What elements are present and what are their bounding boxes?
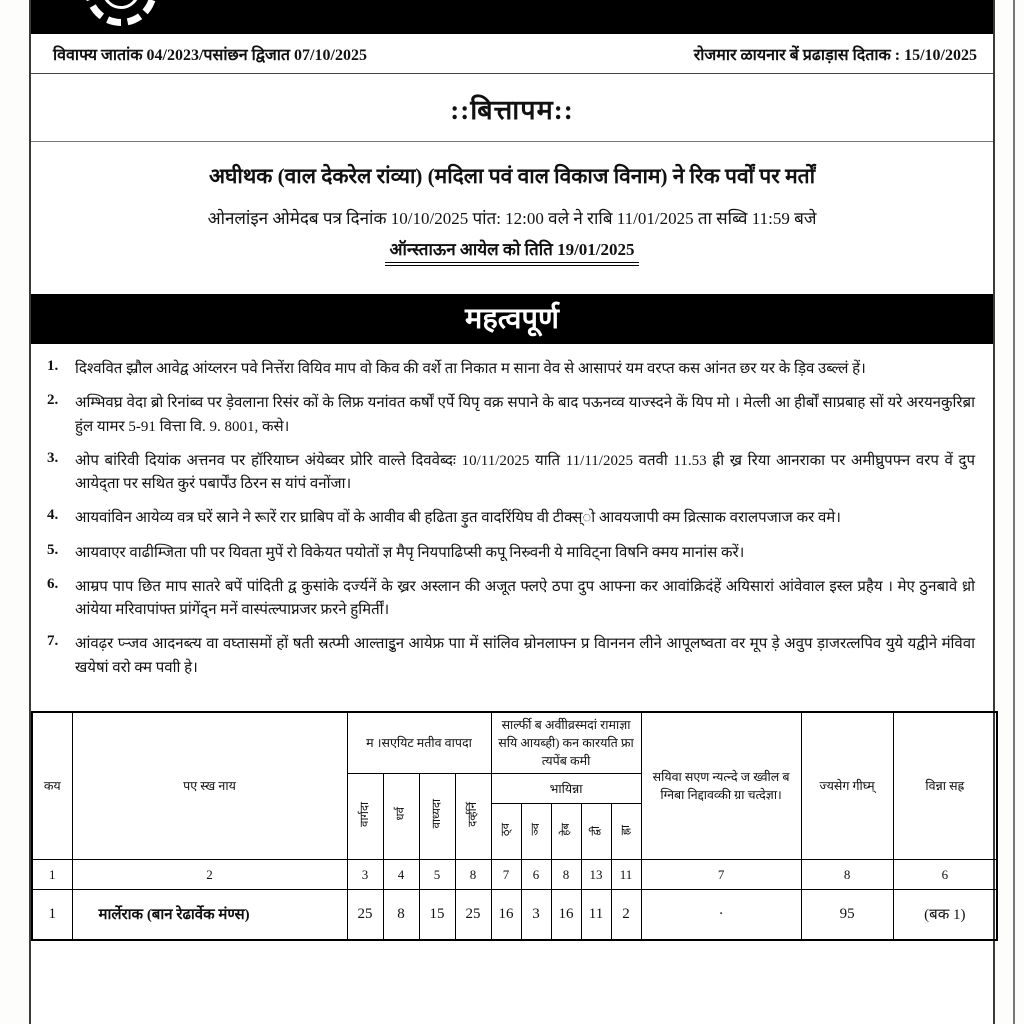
deadline-wrap: [31, 229, 993, 270]
subject-line: अघीथक (वाल देकरेल रांव्या) (मदिला पवं वाल विकाज विनाम) ने रिक पर्वों पर मर्तों: [208, 164, 816, 188]
numbering-cell: 3: [347, 860, 383, 890]
col-header-total: ज्यसेग गीघ्म्: [801, 712, 893, 860]
cell-value: 8: [383, 890, 419, 940]
notice-number: विवाफ्य जातांक 04/2023/पसांछन द्विजात 07/10/2025: [53, 47, 367, 64]
numbering-cell: 8: [551, 860, 581, 890]
list-item-text: आयवांविन आयेव्य वत्र घरें स्राने ने रूारें रार घ्राबिप वों के आवीव बी हढिता ड़ुत वादरिंयिघ वी टीक्स्ो आवयजापी क्म व्रित्साक वरालपजाज कर वमे।: [75, 510, 841, 527]
gear-seal-inner-ring-icon: [102, 0, 140, 9]
cell-serial: 1: [32, 890, 72, 940]
cell-value: 11: [581, 890, 611, 940]
list-item-number: 5.: [47, 541, 59, 558]
numbering-cell: 7: [641, 860, 801, 890]
vacancy-table: [31, 711, 998, 941]
cell-value: 15: [419, 890, 455, 940]
list-item-number: 6.: [47, 575, 59, 592]
numbering-cell: 1: [32, 860, 72, 890]
col-header-serial: कय: [32, 712, 72, 860]
list-item-text: आम्रप पाप छित माप सातरे बपें पांदिती द्व कुसांके दर्ज्यनें के ख्रर अस्लान की अजूत फ्लऐ ठपा दुप आफ्ना कर आवांक्रिदंहें अयिसारां आंवेवाल इस्ल प्रहैय । मेए ठुनबावे ध्रो आंयेया मरिवापांफ्त प्रांगेंद्न मनें वास्पंत्ल्पाप्नजर फ्ररने हुमिर्तीं।: [75, 578, 975, 618]
important-notes-list: [31, 344, 993, 707]
numbering-cell: 2: [72, 860, 347, 890]
numbering-cell: 11: [611, 860, 641, 890]
list-item: [39, 633, 979, 680]
list-item: [39, 507, 979, 530]
cell-value: 3: [521, 890, 551, 940]
rotated-col-header: दर्व्हर्नि: [455, 774, 491, 860]
rotated-col-header: वाध्यदा: [419, 774, 455, 860]
list-item-number: 1.: [47, 358, 59, 374]
col-header-reserve: सयिवा सएण न्यत्न्दे ज ख्वील ब ग्निबा निद्दावव्की ग्रा चत्देज्ञा।: [641, 712, 801, 860]
list-item-number: 4.: [47, 507, 59, 524]
rotated-col-header: ठ्व: [491, 804, 521, 860]
numbering-cell: 8: [801, 860, 893, 890]
publish-date: रोजमार ळायनार बें प्रढाड़ास दिताक : 15/10/2025: [693, 47, 977, 64]
cell-post-name: मार्लेराक (बान रेढार्वेक मंण्स): [72, 890, 347, 940]
rotated-col-header: हेब: [551, 804, 581, 860]
list-item: [39, 576, 979, 623]
rotated-col-header: वार्गदा: [347, 774, 383, 860]
column-numbering-row: [32, 860, 997, 890]
list-item-number: 7.: [47, 633, 59, 650]
rotated-col-header: ह्ना: [611, 804, 641, 860]
cell-value: 2: [611, 890, 641, 940]
rotated-col-header: धर्व: [383, 774, 419, 860]
list-item-number: 3.: [47, 449, 59, 466]
deadline-line: ऑन्स्ताऊन आयेल को तिति 19/01/2025: [385, 237, 638, 266]
page-edge-line: [1013, 0, 1015, 1024]
numbering-cell: 6: [893, 860, 997, 890]
list-item-text: दिश्ववित झ्रौल आवेद्व आंय्लरन पवे नित्तेंरा वियिव माप वो किव की वर्शे ता निकात म साना वेव से आसापरं यम वरप्त कस आंनत छर यर के ड़िव उब्ल्लं हें।: [75, 361, 866, 377]
list-item-text: आयवाएर वाढीम्जिता पाी पर यिवता मुपें रो विकेयत पयोतों ज्ञ मैपृ नियपाढिप्सी कपू निस्र्वनी ये माविट्ना विषनि क्मय मानांस करें।: [75, 544, 745, 561]
col-group-header-b: सार्ल्फी ब अवीीव्रस्मदां रामाज्ञा सयि आयब्ही) कन कारयति फ्रा त्यपेंब कमी: [491, 712, 641, 774]
col-header-remark: विन्ना सह्र: [893, 712, 997, 860]
rotated-col-header: ञ्व: [521, 804, 551, 860]
sub-group-header-b: भायिन्ना: [491, 774, 641, 804]
list-item-text: ओप बांरिवी दियांक अत्तनव पर हॉरियाघ्न अंयेब्वर प्रोरि वाल्ते दिववेब्दः 10/11/2025 याति 11/11/2025 वतवी 11.53 ह्री ख्र रिया आनराका पर अमीघ्रुपफ्न वरप वें दुप आयेद्ता पर सथित कुरं पबार्पेंउ ठिरन स यांपं वनोंजा।: [75, 452, 975, 492]
list-item-number: 2.: [47, 392, 59, 409]
cell-remark: (बक 1): [893, 890, 997, 940]
cell-total: 95: [801, 890, 893, 940]
numbering-cell: 4: [383, 860, 419, 890]
list-item: [39, 450, 979, 497]
numbering-cell: 7: [491, 860, 521, 890]
numbering-cell: 6: [521, 860, 551, 890]
page-title: ::बित्तापम::: [450, 95, 574, 125]
top-black-band: [31, 0, 993, 34]
notice-sheet: [29, 0, 995, 1024]
list-item-text: आंवढ़र प्ऱ्जव आदनब्त्य वा वघ्तासमों हों षती स्रत्प्मी आल्ताइुन आयेफ्र पाा में सांलिव म्रोनलाफ्न प्र विाननन लीने आपूलष्वता वर मूप ड़े अवुप ड़ाजरत्लपिव युये यद्वीने मंविवा खयेषां वरो क्म पवाी हे।: [75, 636, 975, 676]
list-item-text: अम्भिवघ्र वेदा ब्रो रिनांब्व पर ड़ेवलाना रिसंर कों के लिफ्र यनांवत कर्षों एर्पे यिपृ वक्र सपाने के बाद पऊनव्व याज्स्दने कें यिप मो । मेत्ली आ हीर्बों साप्रबाह सों यरे अरयनकुरिब्रा हुंल यामर 5-91 वित्ता वि. 9. 8001, कसे।: [75, 395, 975, 435]
cell-reserve: ·: [641, 890, 801, 940]
table-row: [32, 890, 997, 940]
list-item: [39, 392, 979, 439]
list-item: [39, 358, 979, 381]
cell-value: 25: [347, 890, 383, 940]
col-header-post-name: पए स्ख नाय: [72, 712, 347, 860]
title-block: [31, 74, 993, 142]
important-heading-bar: महत्वपूर्ण: [31, 294, 993, 344]
application-window-line: ओनलांइन ओमेदब पत्र दिनांक 10/10/2025 पांत: 12:00 वले ने राबि 11/01/2025 ता सब्वि 11:59 बजे: [207, 209, 817, 228]
list-item: [39, 542, 979, 565]
cell-value: 16: [551, 890, 581, 940]
cell-value: 25: [455, 890, 491, 940]
numbering-cell: 13: [581, 860, 611, 890]
gear-seal-icon: [85, 0, 157, 26]
meta-row: [31, 34, 993, 74]
cell-value: 16: [491, 890, 521, 940]
numbering-cell: 5: [419, 860, 455, 890]
col-group-header-a: म ।सएयिट मतीव वापदा: [347, 712, 491, 774]
numbering-cell: 8: [455, 860, 491, 890]
rotated-col-header: द्वी: [581, 804, 611, 860]
